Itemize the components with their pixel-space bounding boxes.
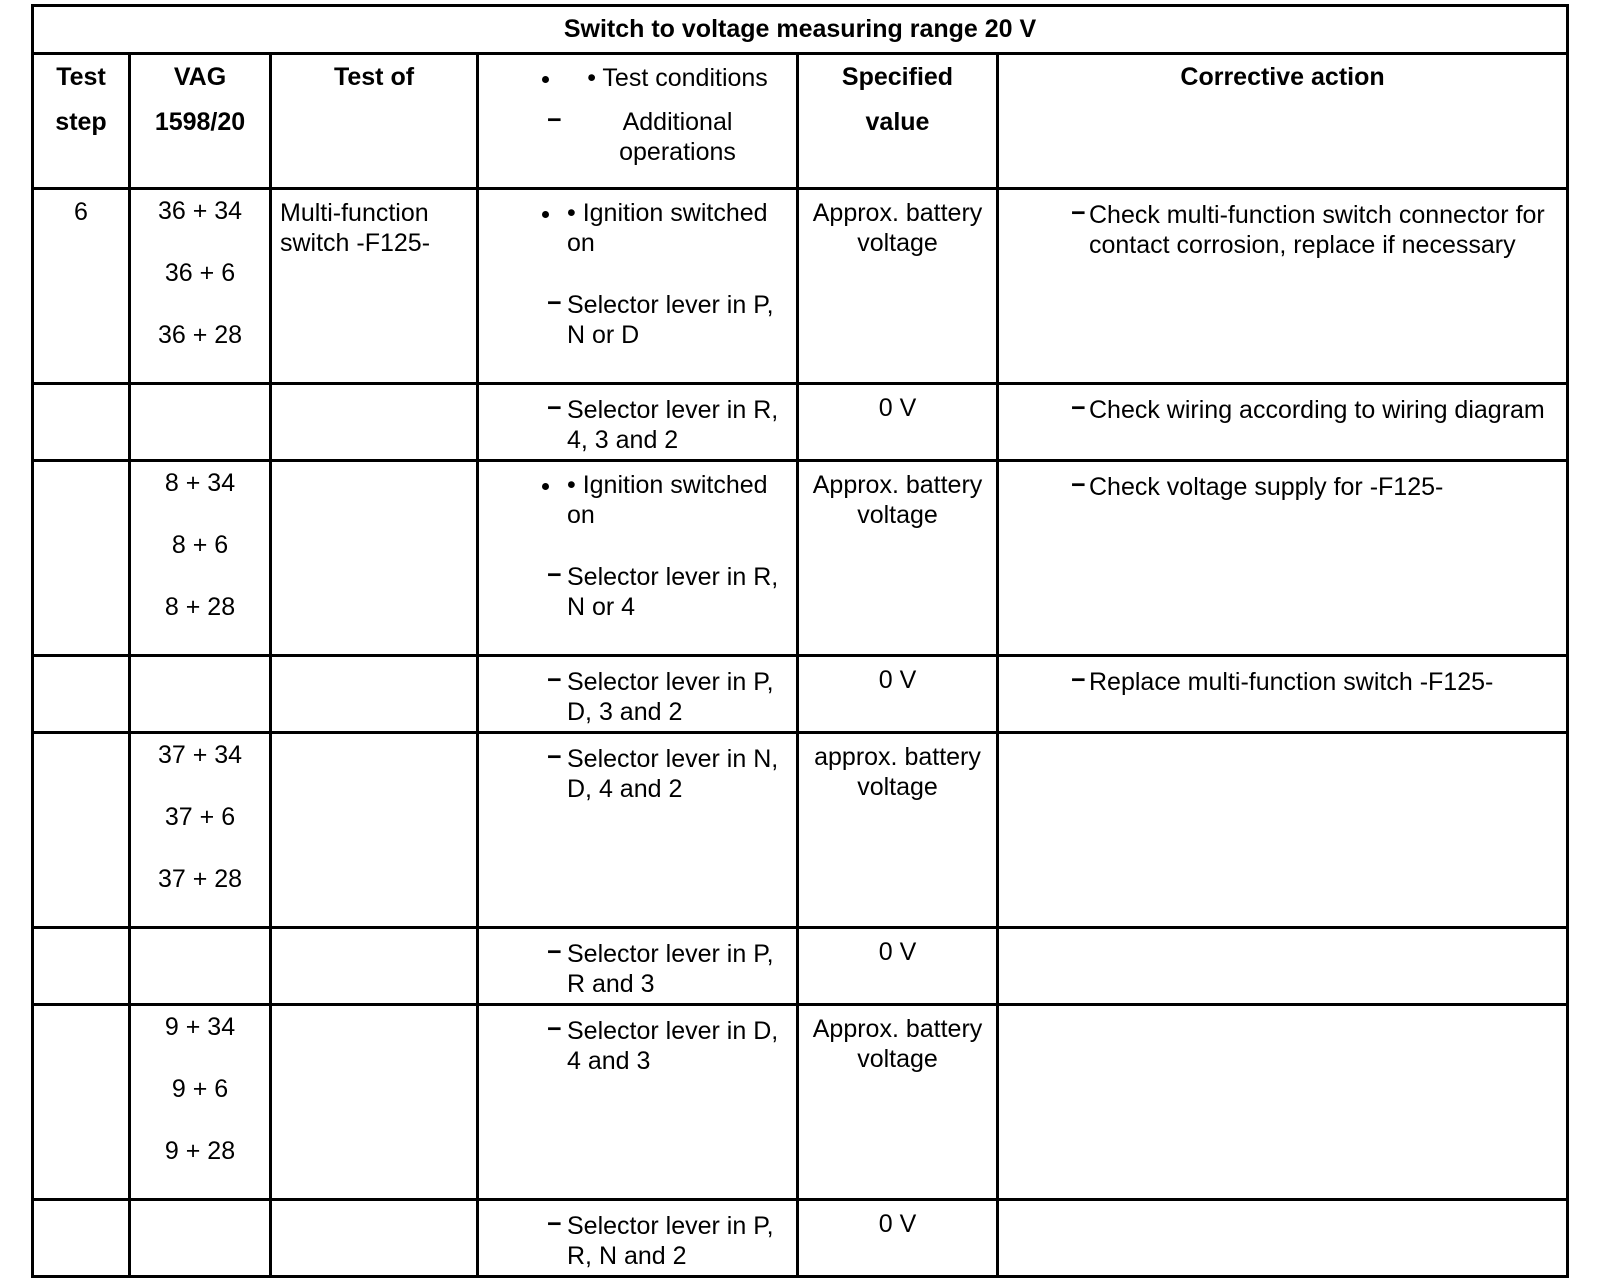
table-row (33, 656, 1568, 733)
header-conditions: • Test conditions − Additional operations (478, 54, 798, 189)
conditions-cell: • Ignition switched on − Selector lever in R, N or 4 (478, 461, 798, 656)
corrective-action-cell: − Replace multi-function switch -F125- (998, 656, 1568, 733)
corrective-action-cell: − Check voltage supply for -F125- (998, 461, 1568, 656)
table-row (33, 1200, 1568, 1277)
vag-cell: 36 + 34 36 + 6 36 + 28 (130, 189, 271, 384)
vag-cell: 8 + 34 8 + 6 8 + 28 (130, 461, 271, 656)
corrective-action-cell: − Check multi-function switch connector for contact corrosion, replace if necessary (998, 189, 1568, 384)
specified-value-cell: 0 V (798, 656, 998, 733)
vag-cell: 37 + 34 37 + 6 37 + 28 (130, 733, 271, 928)
table-row (33, 384, 1568, 461)
conditions-cell: − Selector lever in D, 4 and 3 (478, 1005, 798, 1200)
conditions-cell: − Selector lever in P, D, 3 and 2 (478, 656, 798, 733)
conditions-cell: − Selector lever in N, D, 4 and 2 (478, 733, 798, 928)
table-row (33, 928, 1568, 1005)
header-specified-value: Specified value (798, 54, 998, 189)
conditions-cell: − Selector lever in P, R and 3 (478, 928, 798, 1005)
conditions-cell: • Ignition switched on − Selector lever in P, N or D (478, 189, 798, 384)
header-row (33, 54, 1568, 189)
header-vag: VAG 1598/20 (130, 54, 271, 189)
header-test-step: Test step (33, 54, 130, 189)
test-step-cell: 6 (33, 189, 130, 384)
header-corrective-action: Corrective action (998, 54, 1568, 189)
test-table (31, 4, 1569, 1278)
table-row (33, 189, 1568, 384)
specified-value-cell: Approx. battery voltage (798, 189, 998, 384)
table-title: Switch to voltage measuring range 20 V (33, 6, 1568, 54)
conditions-cell: − Selector lever in P, R, N and 2 (478, 1200, 798, 1277)
conditions-cell: − Selector lever in R, 4, 3 and 2 (478, 384, 798, 461)
specified-value-cell: 0 V (798, 1200, 998, 1277)
specified-value-cell: 0 V (798, 384, 998, 461)
table-row (33, 461, 1568, 656)
vag-cell: 9 + 34 9 + 6 9 + 28 (130, 1005, 271, 1200)
corrective-action-cell: − Check wiring according to wiring diagram (998, 384, 1568, 461)
table-row (33, 733, 1568, 928)
specified-value-cell: Approx. battery voltage (798, 461, 998, 656)
specified-value-cell: 0 V (798, 928, 998, 1005)
header-test-of: Test of (271, 54, 478, 189)
specified-value-cell: Approx. battery voltage (798, 1005, 998, 1200)
table-row (33, 1005, 1568, 1200)
test-of-cell: Multi-function switch -F125- (271, 189, 478, 384)
specified-value-cell: approx. battery voltage (798, 733, 998, 928)
